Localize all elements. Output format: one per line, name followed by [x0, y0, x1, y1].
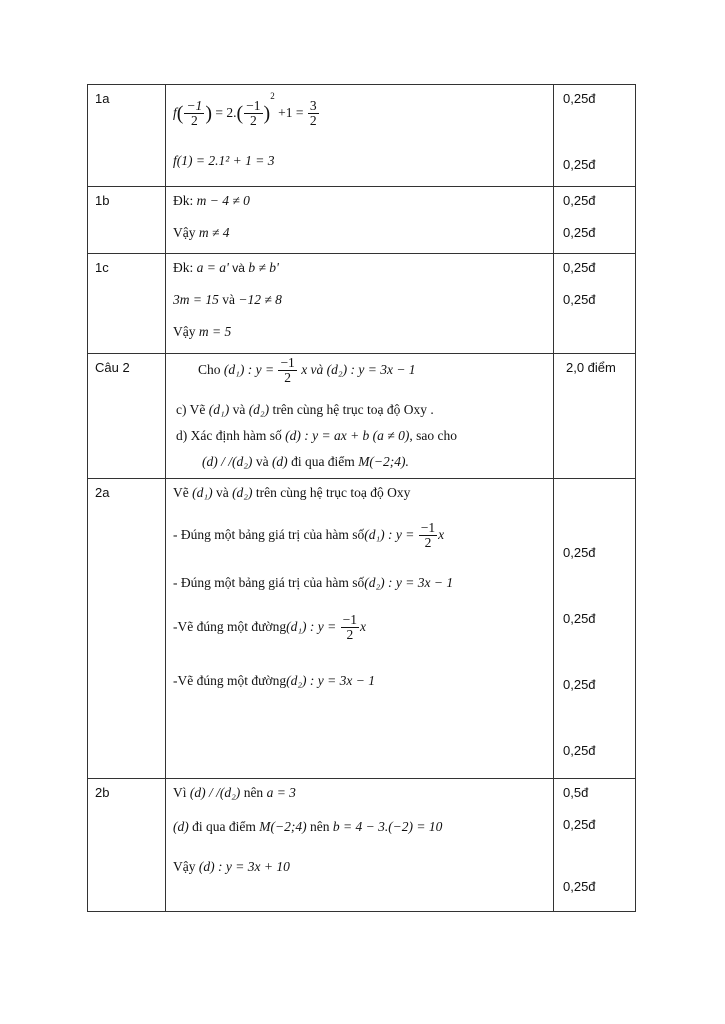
- math-text: (d): [173, 819, 189, 834]
- math-text: x: [360, 618, 366, 634]
- fraction-numerator: −1: [246, 98, 261, 114]
- math-text: M(−2;4): [259, 819, 307, 834]
- fraction-denominator: 2: [249, 113, 257, 129]
- score: 0,25đ: [563, 545, 596, 560]
- table-row-1a: [88, 85, 636, 187]
- text: đi qua điểm: [291, 454, 355, 469]
- math-text: −12 ≠ 8: [238, 292, 282, 307]
- score-cell: [554, 779, 636, 912]
- fraction-numerator: −1: [342, 612, 357, 627]
- text-line: [173, 521, 444, 550]
- text-line: [173, 193, 250, 209]
- text: trên cùng hệ trục toạ độ Oxy: [255, 485, 411, 500]
- row-label: 2b: [95, 785, 110, 800]
- text-line: [173, 673, 375, 689]
- text: và: [222, 292, 235, 307]
- text: Vậy: [173, 225, 196, 240]
- fraction-denominator: 2: [309, 113, 317, 129]
- math-text: (d₁): [192, 485, 213, 500]
- score-cell: [554, 479, 636, 779]
- text-line: [173, 225, 230, 241]
- math-text: (d) / /(d₂): [202, 454, 253, 469]
- text-line: [173, 292, 282, 308]
- math-text: b = 4 − 3.(−2) = 10: [332, 819, 443, 834]
- text: đi qua điểm: [192, 819, 256, 834]
- score: 0,25đ: [563, 817, 596, 832]
- score: 0,25đ: [563, 225, 596, 240]
- row-label: 2a: [95, 485, 110, 500]
- text-line: [198, 356, 416, 385]
- score: 0,25đ: [563, 157, 596, 172]
- text: Cho: [198, 361, 221, 377]
- math-text: m ≠ 4: [198, 225, 230, 240]
- text-line: [173, 575, 453, 591]
- text-line: [176, 428, 457, 444]
- text: nên: [243, 785, 264, 800]
- math-text: a = a': [196, 260, 229, 275]
- math-text: (d₂): [232, 485, 253, 500]
- score: 0,5đ: [563, 785, 589, 800]
- math-text: (d₂) : y = 3x − 1: [364, 575, 454, 590]
- score: 0,25đ: [563, 677, 596, 692]
- text-line: [173, 260, 279, 276]
- answer-table: [87, 84, 636, 912]
- table-row-1b: [88, 187, 636, 254]
- text-line: [173, 485, 410, 501]
- text: và: [232, 402, 246, 417]
- text: và: [255, 454, 269, 469]
- text: Đk:: [173, 193, 194, 208]
- content-cell: [166, 779, 554, 912]
- math-text: (d₁): [208, 402, 230, 417]
- text: - Đúng một bảng giá trị của hàm số: [173, 526, 365, 542]
- math-text: (d₂) : y = 3x − 1: [286, 673, 375, 688]
- fraction-denominator: 2: [424, 535, 432, 551]
- math-text: M(−2;4).: [358, 454, 409, 469]
- text: , sao cho: [409, 428, 457, 443]
- score: 0,25đ: [563, 611, 596, 626]
- text-line: [202, 454, 409, 470]
- row-label-cell: [88, 254, 166, 354]
- math-text: x và: [301, 361, 324, 377]
- math-text: (d₁) : y =: [364, 526, 415, 542]
- content-cell: [166, 254, 554, 354]
- table-row-2b: [88, 779, 636, 912]
- row-label-cell: [88, 779, 166, 912]
- score-cell: [554, 254, 636, 354]
- fraction-denominator: 2: [346, 627, 354, 643]
- math-text: (d): [271, 454, 288, 469]
- text: Vậy: [173, 324, 196, 339]
- text-line: [176, 402, 434, 418]
- text: - Đúng một bảng giá trị của hàm số: [173, 575, 365, 590]
- row-label: 1c: [95, 260, 109, 275]
- text: Vậy: [173, 859, 196, 874]
- math-text: (d₂) : y = 3x − 1: [326, 361, 416, 377]
- content-cell: [166, 354, 554, 479]
- math-text: (d) / /(d₂): [189, 785, 241, 800]
- text-line: [173, 613, 366, 642]
- content-cell: [166, 479, 554, 779]
- text: và: [232, 261, 245, 275]
- text: trên cùng hệ trục toạ độ Oxy .: [272, 402, 434, 417]
- math-text: = 2.: [215, 105, 237, 120]
- row-label-cell: [88, 187, 166, 254]
- text: -Vẽ đúng một đường: [173, 673, 287, 688]
- table-row-1c: [88, 254, 636, 354]
- math-text: +1 =: [278, 105, 304, 120]
- math-text: b ≠ b': [248, 260, 279, 275]
- text-line: [173, 859, 290, 875]
- table-row-2a: [88, 479, 636, 779]
- fraction-denominator: 2: [284, 370, 291, 386]
- score-cell: [554, 354, 636, 479]
- fraction-denominator: 2: [191, 113, 198, 129]
- math-text: f: [173, 105, 177, 120]
- math-text: 3m = 15: [173, 292, 219, 307]
- math-text: m = 5: [198, 324, 232, 339]
- fraction-numerator: 3: [309, 98, 317, 114]
- row-label-cell: [88, 85, 166, 187]
- row-label: Câu 2: [95, 360, 130, 375]
- formula-line: f( $\frac{-1}{2}$ ) = 2.( $\frac{-1}{2}$ )$^2$ +1 = $\frac{3}{2}$: [173, 91, 317, 129]
- math-text: (d₁) : y =: [223, 361, 275, 377]
- row-label-cell: [88, 479, 166, 779]
- score: 0,25đ: [563, 292, 596, 307]
- score: 0,25đ: [563, 743, 596, 758]
- text: Vì: [173, 785, 187, 800]
- content-cell: [166, 85, 554, 187]
- score: 0,25đ: [563, 260, 596, 275]
- score: 0,25đ: [563, 879, 596, 894]
- math-text: x: [438, 526, 445, 542]
- fraction-numerator: −1: [186, 98, 203, 114]
- math-text: (d) : y = ax + b (a ≠ 0): [285, 428, 410, 443]
- math-text: (d₁) : y =: [286, 618, 337, 634]
- score: 0,25đ: [563, 91, 596, 106]
- math-text: m − 4 ≠ 0: [196, 193, 250, 208]
- score-cell: [554, 187, 636, 254]
- math-text: a = 3: [266, 785, 296, 800]
- text: d) Xác định hàm số: [176, 428, 282, 443]
- text: c) Vẽ: [176, 402, 206, 417]
- fraction-numerator: −1: [280, 355, 295, 370]
- text-line: [173, 785, 296, 801]
- row-label: 1b: [95, 193, 110, 208]
- table-row-cau2: [88, 354, 636, 479]
- formula-line: f(1) = 2.1² + 1 = 3: [173, 153, 275, 168]
- math-text: (d₂): [248, 402, 270, 417]
- text: và: [215, 485, 229, 500]
- score: 2,0 điểm: [566, 360, 616, 375]
- fraction-numerator: −1: [420, 520, 436, 535]
- text: nên: [309, 819, 330, 834]
- row-label-cell: [88, 354, 166, 479]
- text: Đk:: [173, 260, 194, 275]
- score-cell: [554, 85, 636, 187]
- exponent: 2: [270, 91, 275, 101]
- text-line: [173, 819, 442, 835]
- content-cell: [166, 187, 554, 254]
- text: -Vẽ đúng một đường: [173, 618, 287, 634]
- text-line: [173, 324, 231, 340]
- text: Vẽ: [173, 485, 189, 500]
- row-label: 1a: [95, 91, 110, 106]
- math-text: (d) : y = 3x + 10: [198, 859, 290, 874]
- score: 0,25đ: [563, 193, 596, 208]
